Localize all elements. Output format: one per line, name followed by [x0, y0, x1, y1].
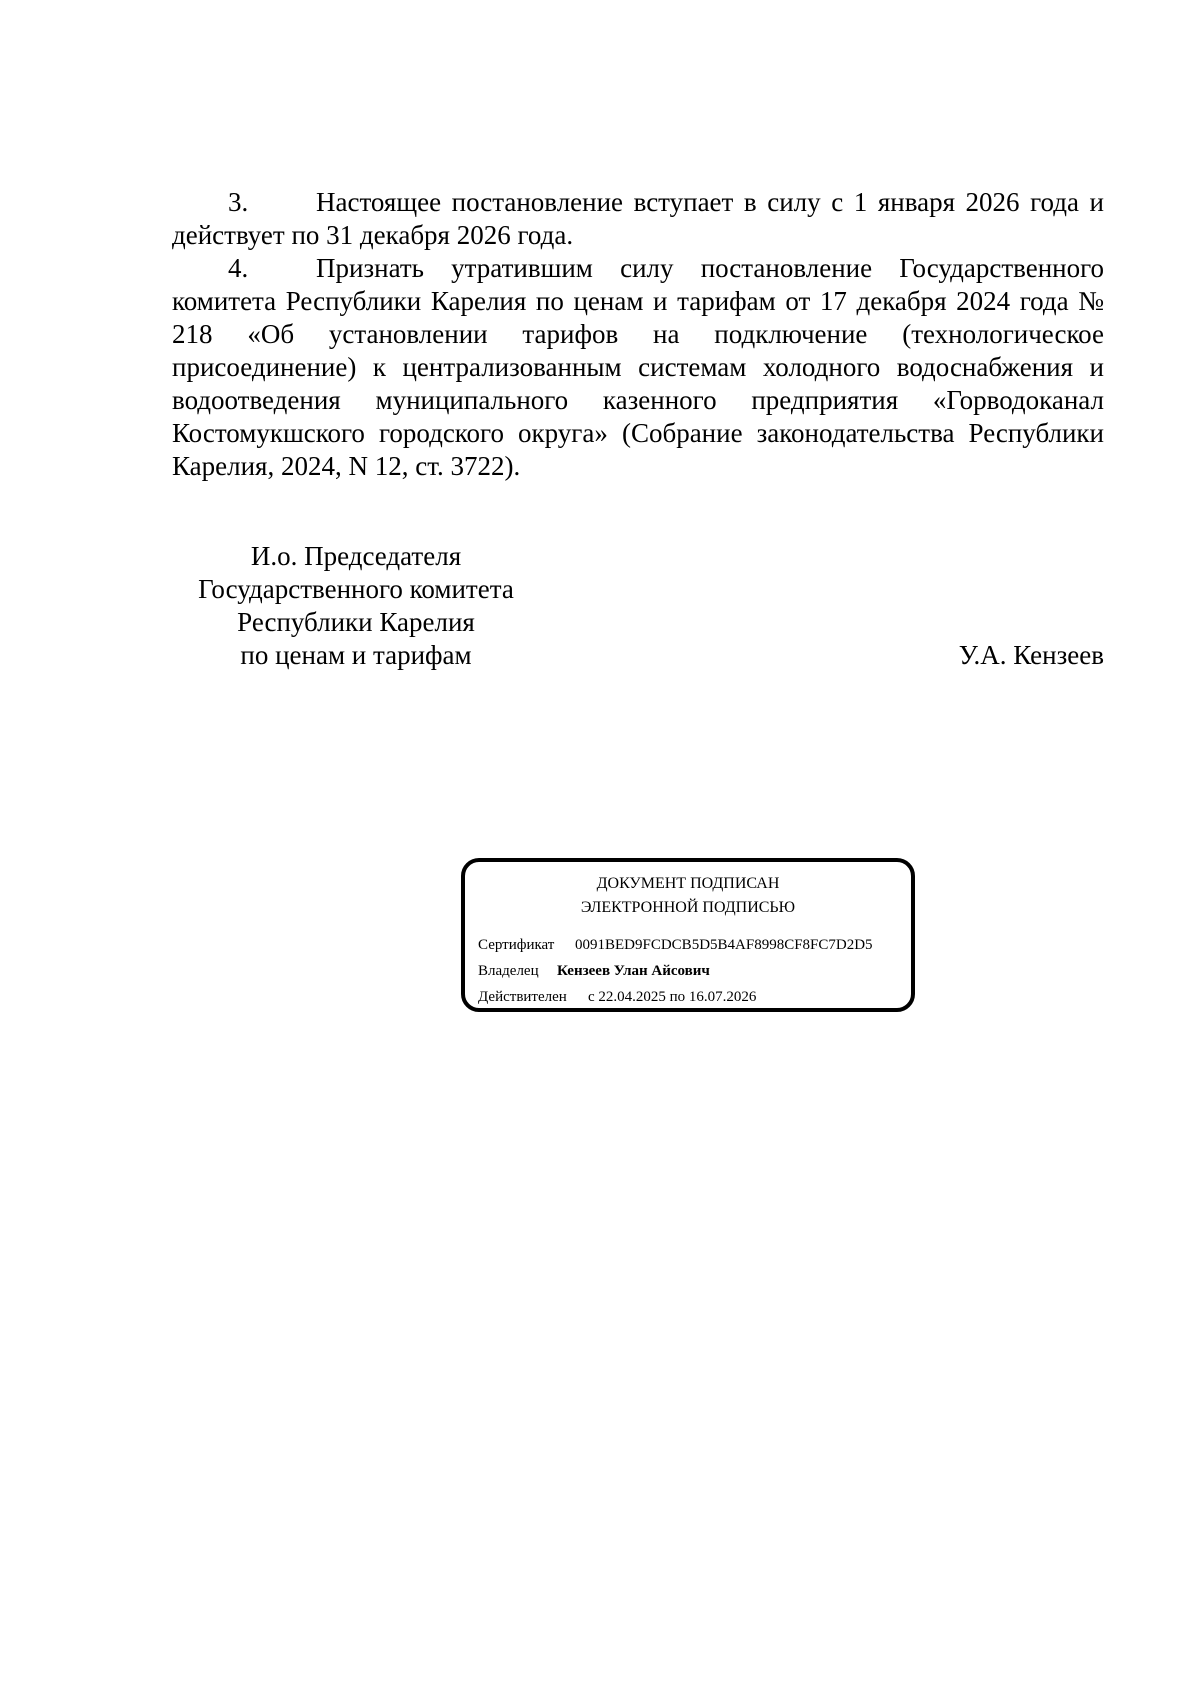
- paragraph-3: [172, 186, 1104, 252]
- document-body: [172, 186, 1104, 483]
- stamp-heading-line-2: ЭЛЕКТРОННОЙ ПОДПИСЬЮ: [580, 899, 796, 916]
- signatory-name: У.А. Кензеев: [958, 640, 1104, 670]
- signatory-position-line-1: И.о. Председателя: [250, 541, 462, 571]
- paragraph-4-number: 4.: [228, 253, 249, 283]
- owner-label: Владелец: [478, 963, 539, 979]
- paragraph-3-text: Настоящее постановление вступает в силу с 1 января 2026 года и действует по 31 декабря 2026 года.: [172, 187, 1104, 250]
- stamp-certificate-row: [478, 936, 901, 962]
- stamp-heading-line-1: ДОКУМЕНТ ПОДПИСАН: [596, 875, 780, 892]
- stamp-heading: [465, 872, 911, 920]
- signatory-position-line-4: по ценам и тарифам: [240, 640, 472, 670]
- signatory-position: [172, 540, 540, 672]
- paragraph-4: [172, 252, 1104, 483]
- certificate-value: 0091BED9FCDCB5D5B4AF8998CF8FC7D2D5: [575, 937, 873, 953]
- signatory-position-line-2: Государственного комитета: [198, 574, 514, 604]
- stamp-validity-row: [478, 988, 901, 1014]
- certificate-label: Сертификат: [478, 937, 555, 953]
- signatory-position-line-3: Республики Карелия: [237, 607, 475, 637]
- valid-label: Действителен: [478, 989, 567, 1005]
- stamp-owner-row: [478, 962, 901, 988]
- owner-value: Кензеев Улан Айсович: [557, 963, 710, 979]
- electronic-signature-stamp: [461, 858, 915, 1012]
- stamp-details: [478, 936, 901, 1014]
- paragraph-3-number: 3.: [228, 187, 249, 217]
- signature-block: [172, 540, 1104, 672]
- paragraph-4-text: Признать утратившим силу постановление Государственного комитета Республики Карелия по ценам и тарифам от 17 декабря 2024 года № 218 «Об установлении тарифов на подключение (технологическое присоединение) к централизованным системам холодного водоснабжения и водоотведения муниципального казенного предприятия «Горводоканал Костомукшского городского округа» (Собрание законодательства Республики Карелия, 2024, N 12, ст. 3722).: [172, 253, 1104, 481]
- valid-value: с 22.04.2025 по 16.07.2026: [588, 989, 757, 1005]
